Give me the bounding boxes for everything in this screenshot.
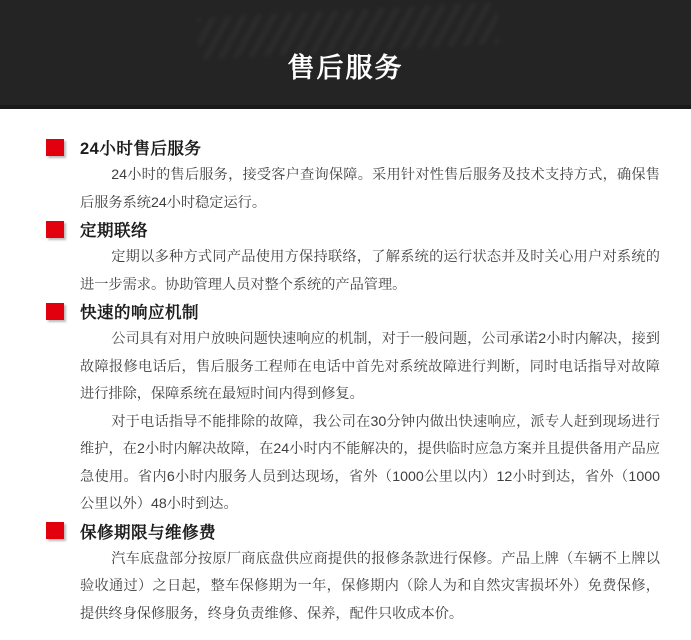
section-heading: 保修期限与维修费 xyxy=(80,523,216,542)
red-square-bullet-icon xyxy=(46,303,64,320)
section-warranty xyxy=(46,521,660,629)
section-paragraph: 定期以多种方式同产品使用方保持联络，了解系统的运行状态并及时关心用户对系统的进一步需求。协助管理人员对整个系统的产品管理。 xyxy=(80,249,660,293)
section-heading: 定期联络 xyxy=(80,222,148,240)
section-regular-contact xyxy=(46,219,660,299)
red-square-bullet-icon xyxy=(46,139,64,156)
section-heading: 24小时售后服务 xyxy=(80,140,202,158)
header-banner xyxy=(0,0,691,109)
section-24h-service xyxy=(46,137,660,217)
section-heading-row xyxy=(46,219,660,239)
page-title: 售后服务 xyxy=(287,53,404,83)
section-heading-row xyxy=(46,301,660,321)
section-heading-row xyxy=(46,137,660,157)
section-paragraph: 汽车底盘部分按原厂商底盘供应商提供的报修条款进行保修。产品上牌（车辆不上牌以验收通过）之日起，整车保修期为一年，保修期内（除人为和自然灾害损坏外）免费保修，提供终身保修服务，终身负责维修、保养，配件只收成本价。 xyxy=(80,550,660,622)
section-paragraph: 对于电话指导不能排除的故障，我公司在30分钟内做出快速响应，派专人赶到现场进行维护，在2小时内解决故障，在24小时内不能解决的，提供临时应急方案并且提供备用产品应急使用。省内6小时内服务人员到达现场，省外（1000公里以内）12小时到达，省外（1000公里以外）48小时到达。 xyxy=(80,413,660,512)
red-square-bullet-icon xyxy=(46,522,64,539)
red-square-bullet-icon xyxy=(46,221,64,238)
section-paragraph: 24小时的售后服务，接受客户查询保障。采用针对性售后服务及技术支持方式，确保售后服务系统24小时稳定运行。 xyxy=(80,167,660,211)
section-paragraph: 公司具有对用户放映问题快速响应的机制，对于一般问题，公司承诺2小时内解决，接到故障报修电话后，售后服务工程师在电话中首先对系统故障进行判断，同时电话指导对故障进行排除，保障系统在最短时间内得到修复。 xyxy=(80,331,660,402)
section-heading: 快速的响应机制 xyxy=(80,304,199,322)
section-heading-row xyxy=(46,521,660,541)
section-rapid-response xyxy=(46,301,660,519)
service-sections xyxy=(0,109,691,628)
